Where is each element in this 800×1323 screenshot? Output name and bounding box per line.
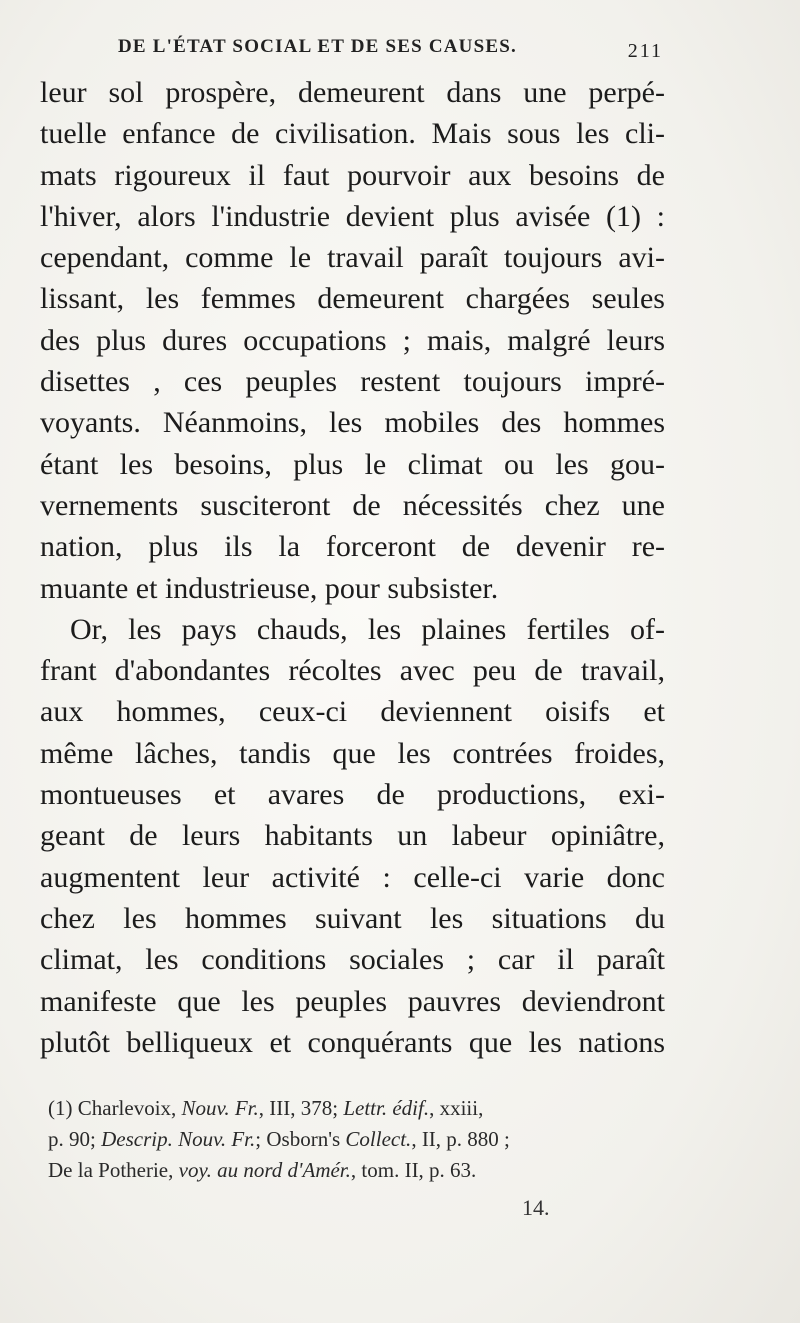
footnote-text: De la Potherie, [48,1158,179,1182]
text-line: nation, plus ils la forceront de devenir re- [40,530,665,564]
footnote-text: ; Osborn's [255,1127,346,1151]
footnote-line [48,1155,668,1186]
footnote-text: , III, 378; [258,1096,344,1120]
footnote-line [48,1124,668,1155]
text-line: vernements susciteront de nécessités chez une [40,488,665,522]
signature-mark: 14. [522,1195,550,1220]
text-line: lissant, les femmes demeurent chargées seules [40,282,665,316]
footnote-title: Nouv. Fr. [181,1096,259,1120]
text-line: aux hommes, ceux-ci deviennent oisifs et [40,695,665,729]
footnote-text: , II, p. 880 ; [411,1127,510,1151]
text-line: disettes , ces peuples restent toujours impré- [40,365,665,399]
text-line: même lâches, tandis que les contrées froides, [40,736,665,770]
footnote-text: , tom. II, p. 63. [350,1158,477,1182]
footnotes [48,1093,668,1186]
text-line: cependant, comme le travail paraît toujours avi- [40,241,665,275]
text-line: montueuses et avares de productions, exi- [40,778,665,812]
footnote-title: Descrip. Nouv. Fr. [101,1127,256,1151]
body-text [40,72,665,1063]
text-line: augmentent leur activité : celle-ci varie donc [40,860,665,894]
text-line: l'hiver, alors l'industrie devient plus avisée (1) : [40,199,665,233]
page-number: 211 [627,40,663,62]
text-line: tuelle enfance de civilisation. Mais sous les cli- [40,117,665,151]
text-line: voyants. Néanmoins, les mobiles des hommes [40,406,665,440]
text-line: chez les hommes suivant les situations du [40,901,665,935]
footnote-text: p. 90; [48,1127,102,1151]
text-line: étant les besoins, plus le climat ou les gou- [40,447,665,481]
text-line: mats rigoureux il faut pourvoir aux besoins de [40,158,665,192]
text-line: des plus dures occupations ; mais, malgré leurs [40,323,665,357]
page-header [118,36,663,66]
footnote-line [48,1093,668,1124]
text-line: geant de leurs habitants un labeur opiniâtre, [40,819,665,853]
footnote-title: voy. au nord d'Amér. [178,1158,351,1182]
text-line: plutôt belliqueux et conquérants que les nations [40,1025,665,1059]
footnote-title: Lettr. édif. [343,1096,430,1120]
footnote-text: (1) Charlevoix, [48,1096,182,1120]
text-line-paragraph-end: muante et industrieuse, pour subsister. [40,571,499,605]
footnote-title: Collect. [345,1127,412,1151]
text-line: frant d'abondantes récoltes avec peu de travail, [40,654,665,688]
footnote-text: , xxiii, [429,1096,484,1120]
running-title: DE L'ÉTAT SOCIAL ET DE SES CAUSES. [118,36,517,57]
text-line: leur sol prospère, demeurent dans une perpé- [40,76,665,109]
text-line: climat, les conditions sociales ; car il paraît [40,943,665,977]
text-line: manifeste que les peuples pauvres deviendront [40,984,665,1018]
text-line-paragraph-start: Or, les pays chauds, les plaines fertiles of- [70,612,665,646]
